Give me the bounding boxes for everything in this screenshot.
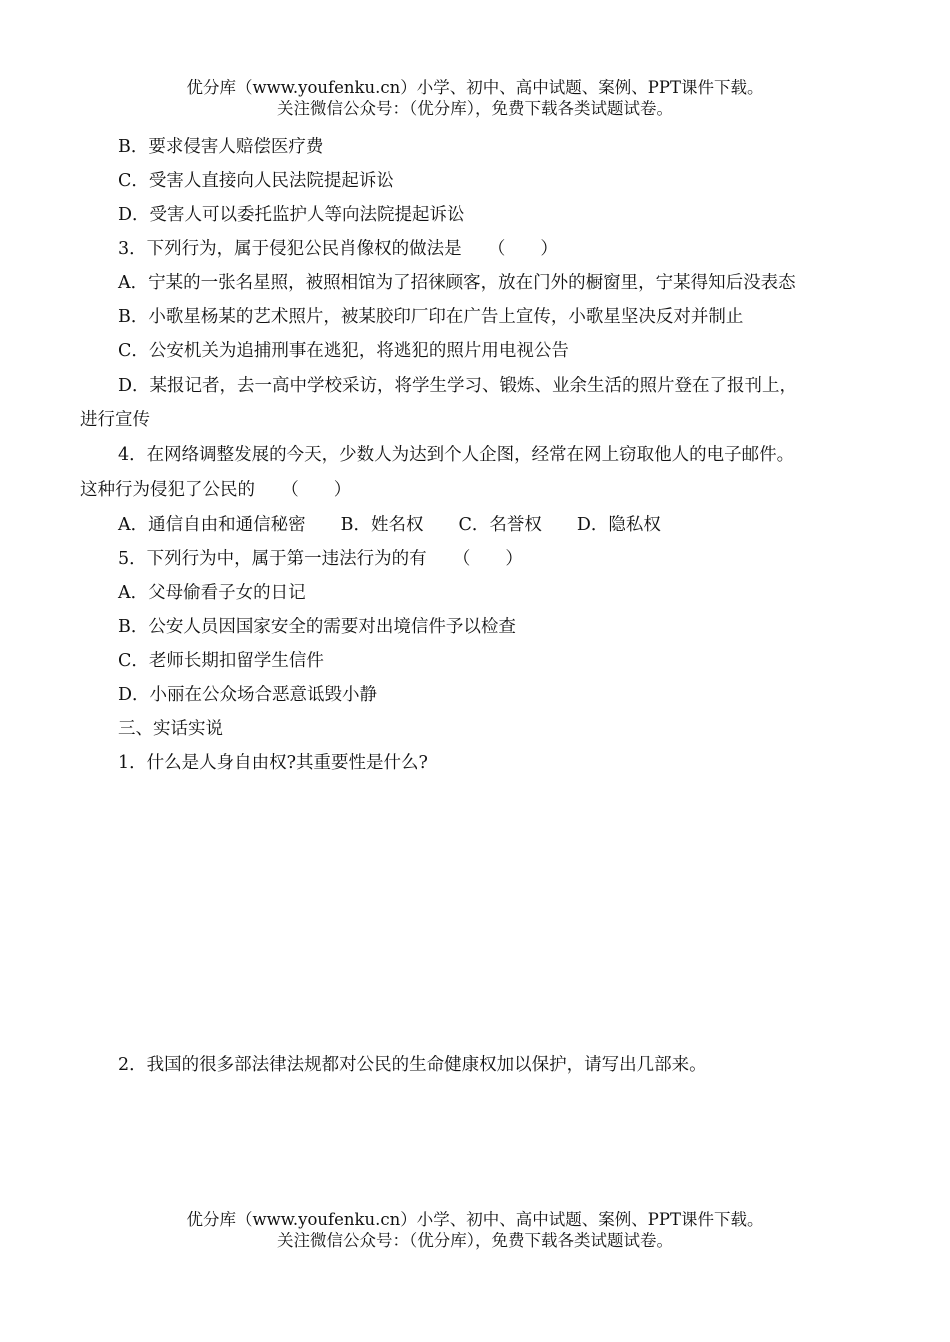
question-4-continued: 这种行为侵犯了公民的 （ ） <box>80 480 352 500</box>
option-b-medical-fees: B．要求侵害人赔偿医疗费 <box>118 137 324 157</box>
section-3-question-2: 2．我国的很多部法律法规都对公民的生命健康权加以保护，请写出几部来。 <box>118 1055 707 1075</box>
section-3-title: 三、实话实说 <box>118 719 223 739</box>
question-4: 4．在网络调整发展的今天，少数人为达到个人企图，经常在网上窃取他人的电子邮件。 <box>118 445 795 465</box>
q3-option-d: D．某报记者，去一高中学校采访，将学生学习、锻炼、业余生活的照片登在了报刊上， <box>118 376 798 396</box>
q5-option-d: D．小丽在公众场合恶意诋毁小静 <box>118 685 378 705</box>
section-3-question-1: 1．什么是人身自由权?其重要性是什么? <box>118 753 428 773</box>
q3-option-b: B．小歌星杨某的艺术照片，被某胶印厂印在广告上宣传，小歌星坚决反对并制止 <box>118 307 744 327</box>
question-5: 5．下列行为中，属于第一违法行为的有 （ ） <box>118 549 523 569</box>
q3-option-c: C．公安机关为追捕刑事在逃犯，将逃犯的照片用电视公告 <box>118 341 569 361</box>
option-d-entrust-guardian: D．受害人可以委托监护人等向法院提起诉讼 <box>118 205 465 225</box>
page-footer-line-2: 关注微信公众号：（优分库），免费下载各类试题试卷。 <box>277 1231 673 1250</box>
q5-option-a: A．父母偷看子女的日记 <box>118 583 306 603</box>
q4-options: A．通信自由和通信秘密 B．姓名权 C．名誉权 D．隐私权 <box>118 515 661 535</box>
q3-option-a: A．宁某的一张名星照，被照相馆为了招徕顾客，放在门外的橱窗里，宁某得知后没表态 <box>118 273 796 293</box>
q5-option-c: C．老师长期扣留学生信件 <box>118 651 324 671</box>
option-c-sue-directly: C．受害人直接向人民法院提起诉讼 <box>118 171 394 191</box>
page-header-line-1: 优分库（www.youfenku.cn）小学、初中、高中试题、案例、PPT课件下载。 <box>186 78 764 97</box>
q3-option-d-continued: 进行宣传 <box>80 410 150 430</box>
q5-option-b: B．公安人员因国家安全的需要对出境信件予以检查 <box>118 617 516 637</box>
page-footer-line-1: 优分库（www.youfenku.cn）小学、初中、高中试题、案例、PPT课件下载。 <box>186 1210 764 1229</box>
page-header-line-2: 关注微信公众号：（优分库），免费下载各类试题试卷。 <box>277 99 673 118</box>
question-3: 3．下列行为，属于侵犯公民肖像权的做法是 （ ） <box>118 239 558 259</box>
